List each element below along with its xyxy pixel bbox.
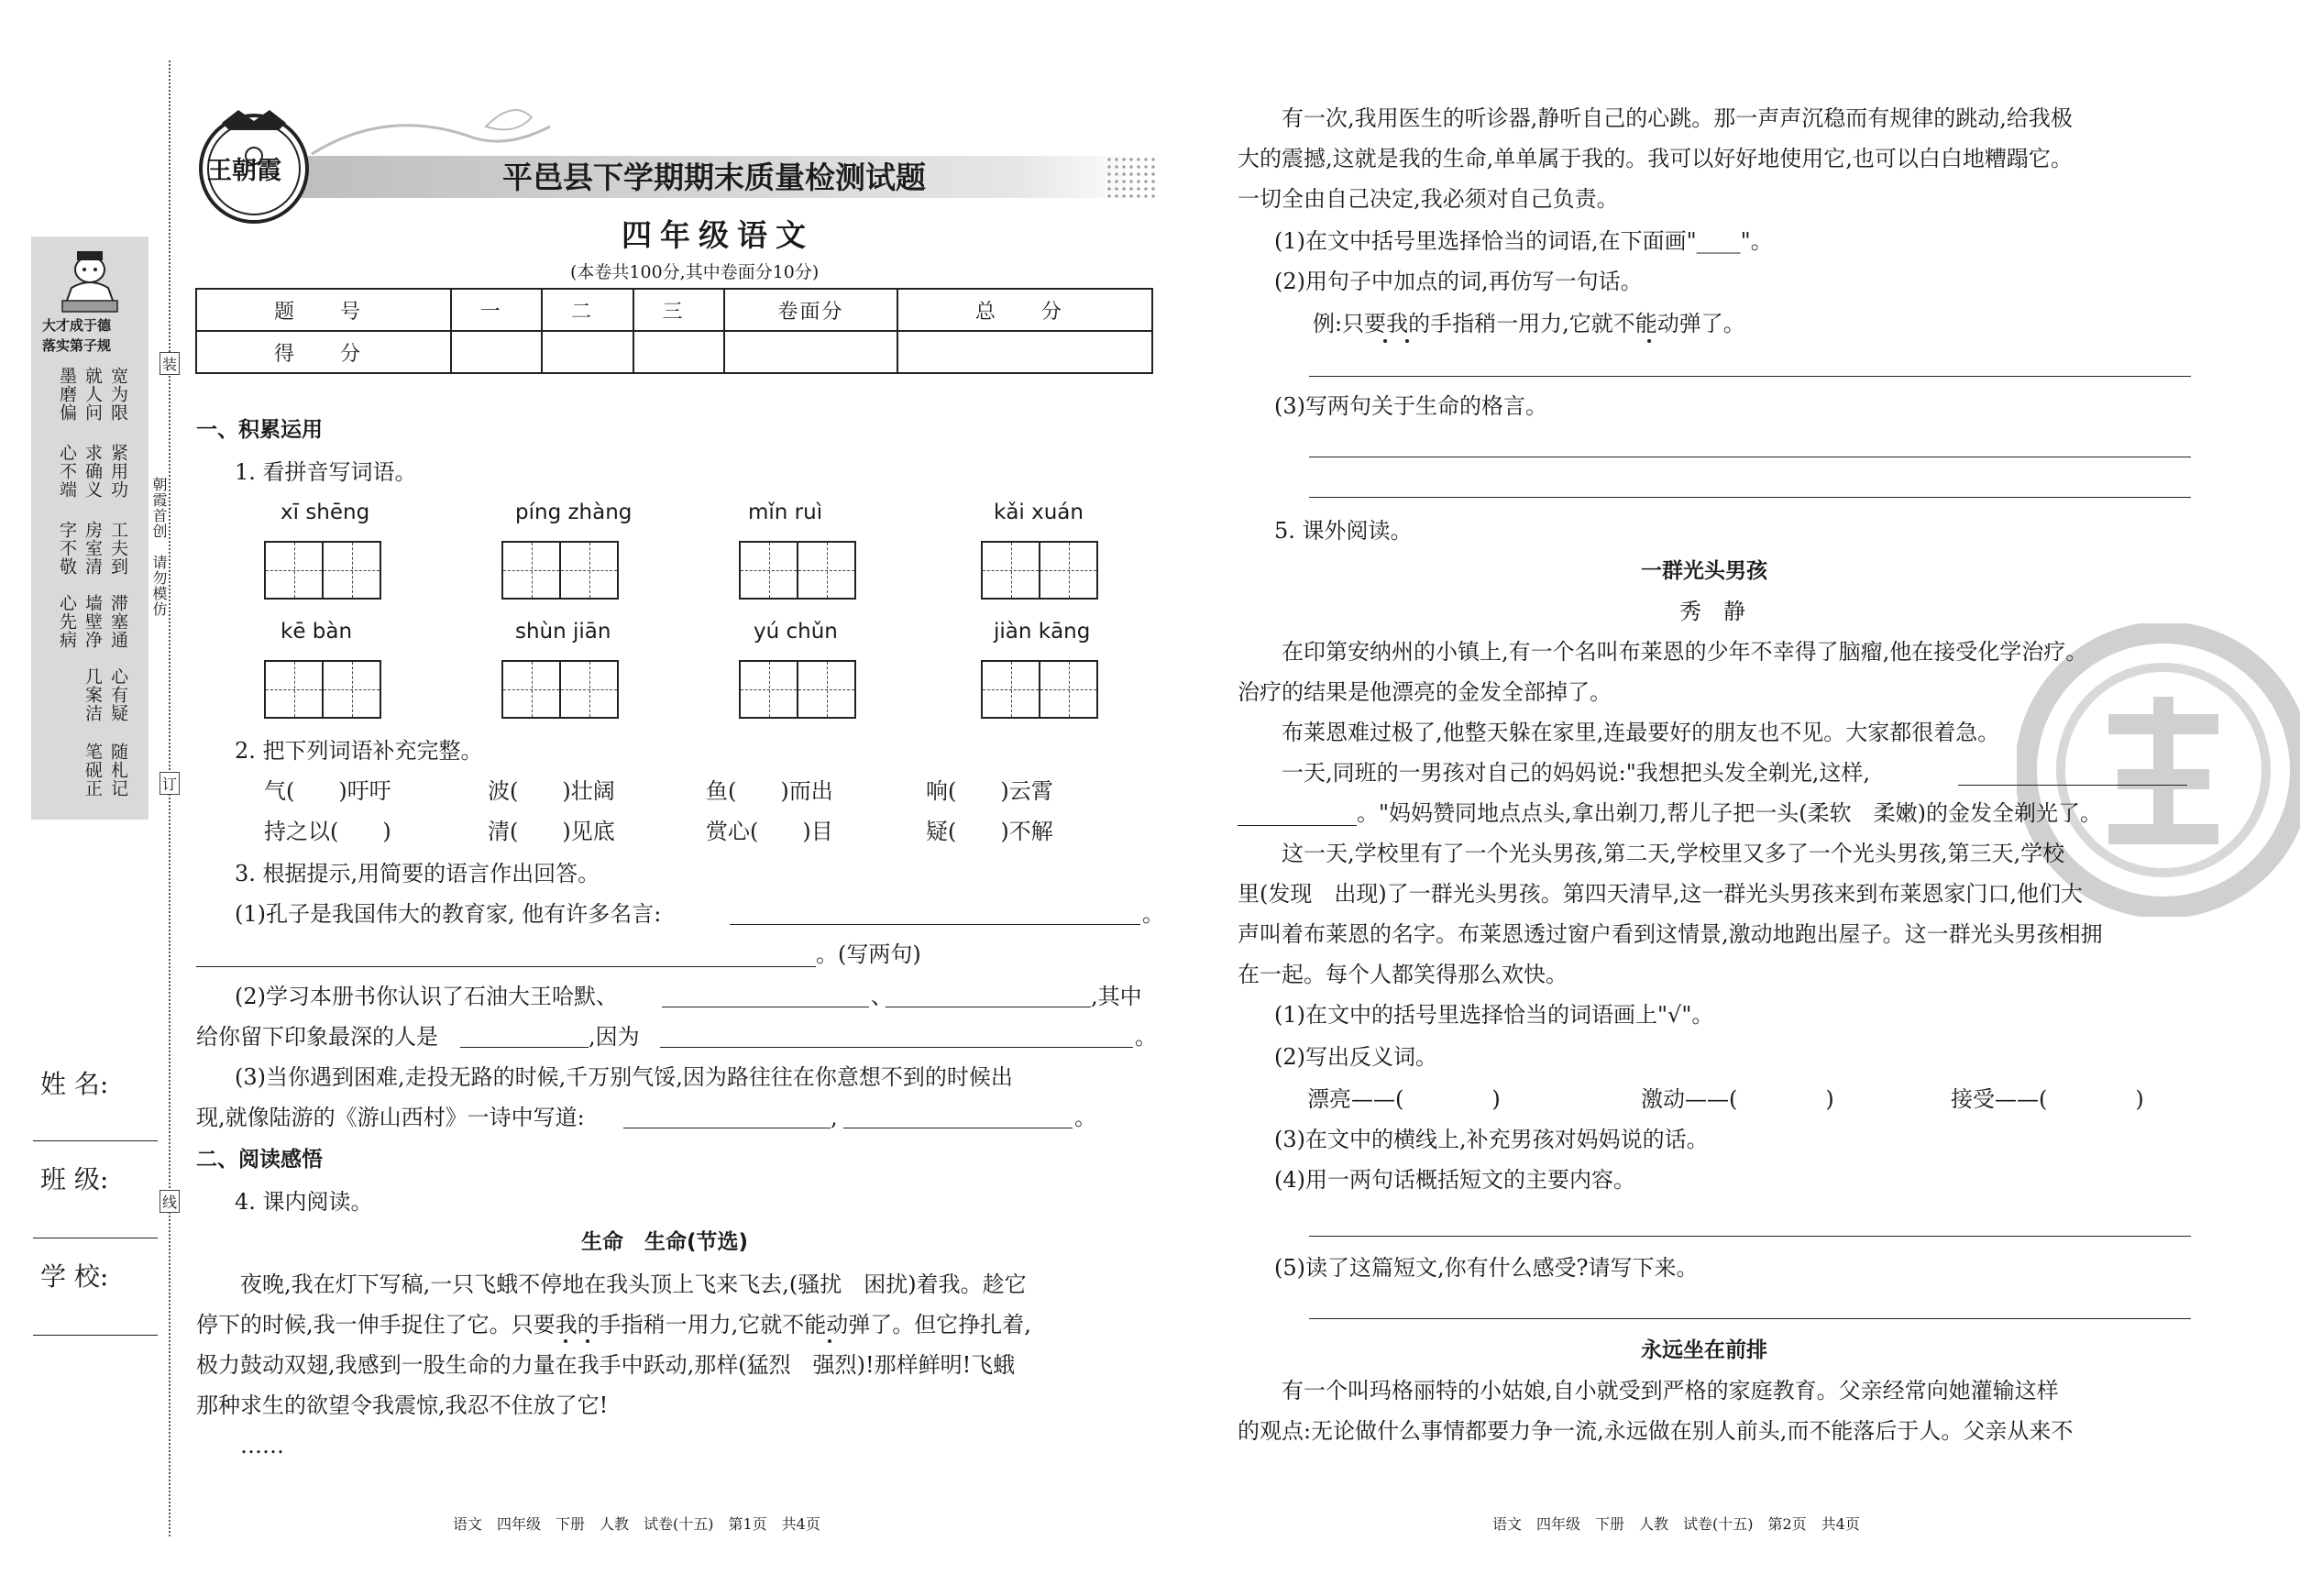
cut-mark: 线 [160, 1190, 180, 1213]
answer-line[interactable] [730, 924, 1140, 925]
writing-grid[interactable] [739, 541, 856, 600]
writing-grid[interactable] [264, 541, 381, 600]
q3-2b-mid: ,因为 [589, 1024, 640, 1050]
answer-line[interactable] [660, 1047, 1133, 1048]
antonym-item[interactable]: 接受——( ) [1951, 1086, 2144, 1112]
score-cell: 得 分 [196, 331, 451, 373]
q5-1-text: (1)在文中的括号里选择恰当的词语画上"√"。 [1274, 1002, 1714, 1028]
section2-title: 二、阅读感悟 [196, 1148, 323, 1172]
passage-line: 一切全由自己决定,我必须对自己负责。 [1238, 186, 1619, 212]
passage2-title: 一群光头男孩 [1641, 559, 1767, 583]
passage-line: 声叫着布莱恩的名字。布莱恩透过窗户看到这情景,激动地跑出屋子。这一群光头男孩相拥 [1238, 921, 2103, 947]
writing-grid[interactable] [501, 541, 619, 600]
pinyin: mǐn ruì [748, 501, 823, 524]
passage-line: 在印第安纳州的小镇上,有一个名叫布莱恩的少年不幸得了脑瘤,他在接受化学治疗。 [1238, 639, 2088, 665]
fill-item[interactable]: 持之以( ) [264, 819, 391, 844]
motto-line-1: 大才成于德 [42, 317, 112, 334]
motto-column: 随札记 [108, 743, 128, 798]
fill-item[interactable]: 响( )云霄 [926, 778, 1053, 804]
emphasis-dot [1383, 339, 1387, 343]
binding-line [169, 61, 171, 1536]
pinyin: kē bàn [281, 620, 353, 644]
emphasis-dot [586, 1339, 589, 1343]
score-input[interactable] [724, 331, 897, 373]
motto-column: 心有疑 [108, 667, 128, 722]
pinyin: jiàn kāng [994, 620, 1091, 644]
score-input[interactable] [633, 331, 724, 373]
passage-line: 一天,同班的一男孩对自己的妈妈说:"我想把头发全剃光,这样, [1238, 760, 1871, 786]
passage-line: 。"妈妈赞同地点点头,拿出剃刀,帮儿子把一头(柔软 柔嫩)的金发全剃光了。 [1357, 800, 2103, 826]
q4-text: 4. 课内阅读。 [235, 1189, 373, 1215]
comma: , [831, 1105, 838, 1130]
writing-grid[interactable] [981, 541, 1098, 600]
answer-line[interactable] [196, 966, 816, 967]
q5-4-text: (4)用一两句话概括短文的主要内容。 [1274, 1167, 1635, 1193]
motto-column: 几案洁 [83, 667, 103, 722]
period: 。 [1074, 1105, 1096, 1130]
cut-mark: 订 [160, 772, 180, 795]
motto-column: 墙壁净 [83, 594, 103, 649]
motto-column: 就人问 [83, 367, 103, 422]
score-input[interactable] [451, 331, 542, 373]
fill-item[interactable]: 清( )见底 [488, 819, 615, 844]
antonym-item[interactable]: 激动——( ) [1641, 1086, 1834, 1112]
scholar-illustration [46, 244, 134, 317]
q3-text: 3. 根据提示,用简要的语言作出回答。 [235, 861, 600, 886]
answer-line[interactable] [1309, 1318, 2191, 1319]
exam-title: 平邑县下学期期末质量检测试题 [502, 160, 926, 195]
page-footer: 语文 四年级 下册 人教 试卷(十五) 第2页 共4页 [1492, 1515, 1860, 1533]
passage-line: 这一天,学校里有了一个光头男孩,第二天,学校里又多了一个光头男孩,第三天,学校 [1238, 841, 2065, 866]
fill-item[interactable]: 疑( )不解 [926, 819, 1053, 844]
pinyin: shùn jiān [515, 620, 611, 644]
answer-line[interactable] [1238, 825, 1357, 826]
q3-3b-text: 现,就像陆游的《游山西村》一诗中写道: [196, 1105, 585, 1130]
passage-line: 夜晚,我在灯下写稿,一只飞蛾不停地在我头顶上飞来飞去,(骚扰 困扰)着我。趁它 [196, 1271, 1027, 1297]
motto-column: 笔砚正 [83, 743, 103, 798]
writing-grid[interactable] [264, 660, 381, 719]
passage-line: 极力鼓动双翅,我感到一股生命的力量在我手中跃动,那样(猛烈 强烈)!那样鲜明!飞蛾 [196, 1352, 1016, 1378]
motto-column: 滞塞通 [108, 594, 128, 649]
q3-2-tail: ,其中 [1091, 984, 1142, 1009]
score-cell: 卷面分 [724, 289, 897, 331]
passage-line: 有一个叫玛格丽特的小姑娘,自小就受到严格的家庭教育。父亲经常向她灌输这样 [1238, 1378, 2059, 1403]
passage-line: 在一起。每个人都笑得那么欢快。 [1238, 962, 1568, 987]
motto-column: 墨磨偏 [57, 367, 77, 422]
passage-line: 那种求生的欲望令我震惊,我忍不住放了它! [196, 1392, 609, 1418]
score-input[interactable] [897, 331, 1152, 373]
passage-line: 布莱恩难过极了,他整天躲在家里,连最要好的朋友也不见。大家都很着急。 [1238, 720, 2000, 745]
answer-line[interactable] [1309, 376, 2191, 377]
score-cell: 题 号 [196, 289, 451, 331]
q3-2b-text: 给你留下印象最深的人是 [196, 1024, 438, 1050]
antonym-item[interactable]: 漂亮——( ) [1307, 1086, 1501, 1112]
passage-line: 有一次,我用医生的听诊器,静听自己的心跳。那一声声沉稳而有规律的跳动,给我极 [1238, 105, 2073, 131]
answer-line[interactable] [1309, 497, 2191, 498]
subject-title: 四年级语文 [622, 217, 814, 253]
school-label: 学 校: [40, 1261, 109, 1292]
answer-line[interactable] [460, 1047, 589, 1048]
logo-text: 王朝霞 [207, 157, 281, 185]
motto-column: 宽为限 [108, 367, 128, 422]
passage1-title: 生命 生命(节选) [581, 1230, 749, 1254]
passage-line: …… [196, 1433, 284, 1458]
period: 。 [1135, 1024, 1157, 1050]
motto-column: 工夫到 [108, 521, 128, 576]
score-cell: 二 [542, 289, 633, 331]
fill-item[interactable]: 鱼( )而出 [706, 778, 833, 804]
passage-line: 里(发现 出现)了一群光头男孩。第四天清早,这一群光头男孩来到布莱恩家门口,他们大 [1238, 881, 2083, 907]
school-field[interactable] [33, 1335, 158, 1336]
page-footer: 语文 四年级 下册 人教 试卷(十五) 第1页 共4页 [453, 1515, 820, 1533]
dot-pattern [1106, 156, 1157, 198]
fill-item[interactable]: 气( )吁吁 [264, 778, 391, 804]
passage3-title: 永远坐在前排 [1641, 1338, 1767, 1362]
section1-title: 一、积累运用 [196, 418, 323, 442]
score-cell: 三 [633, 289, 724, 331]
fill-item[interactable]: 波( )壮阔 [488, 778, 615, 804]
writing-grid[interactable] [739, 660, 856, 719]
ribbon-decoration [303, 99, 559, 163]
q4-1-text: (1)在文中括号里选择恰当的词语,在下面画"____"。 [1274, 228, 1773, 254]
emphasis-dot [1647, 339, 1651, 343]
passage-line: 停下的时候,我一伸手捉住了它。只要我的手指稍一用力,它就不能动弹了。但它挣扎着, [196, 1312, 1031, 1337]
motto-column: 紧用功 [108, 444, 128, 499]
motto-line-2: 落实第子规 [42, 337, 112, 354]
fill-item[interactable]: 赏心( )目 [706, 819, 833, 844]
q5-5-text: (5)读了这篇短文,你有什么感受?请写下来。 [1274, 1255, 1699, 1281]
passage-line: 大的震撼,这就是我的生命,单单属于我的。我可以好好地使用它,也可以白白地糟蹋它。 [1238, 146, 2073, 171]
answer-line[interactable] [1309, 1236, 2191, 1237]
motto-column: 心不端 [57, 444, 77, 499]
score-cell: 一 [451, 289, 542, 331]
cut-mark: 装 [160, 352, 180, 375]
passage-line: 的观点:无论做什么事情都要力争一流,永远做在别人前头,而不能落后于人。父亲从来不 [1238, 1418, 2074, 1444]
motto-column: 字不敬 [57, 521, 77, 576]
answer-line[interactable] [1958, 785, 2187, 786]
name-field[interactable] [33, 1140, 158, 1141]
q3-1-end: 。(写两句) [816, 941, 921, 967]
pinyin: píng zhàng [515, 501, 633, 524]
q4-2-text: (2)用句子中加点的词,再仿写一句话。 [1274, 269, 1643, 294]
name-label: 姓 名: [40, 1069, 109, 1099]
q3-3-text: (3)当你遇到困难,走投无路的时候,千万别气馁,因为路往往在你意想不到的时候出 [235, 1064, 1013, 1090]
score-note: (本卷共100分,其中卷面分10分) [570, 262, 820, 282]
class-label: 班 级: [40, 1164, 109, 1194]
score-table [195, 288, 1153, 374]
emphasis-dot [564, 1339, 567, 1343]
motto-column: 房室清 [83, 521, 103, 576]
writing-grid[interactable] [981, 660, 1098, 719]
q4-2-example: 例:只要我的手指稍一用力,它就不能动弹了。 [1313, 311, 1745, 336]
passage-line: 治疗的结果是他漂亮的金发全部掉了。 [1238, 679, 1612, 705]
period: 。 [1142, 901, 1164, 927]
watermark-seal [2017, 623, 2300, 917]
q5-2-text: (2)写出反义词。 [1274, 1044, 1437, 1070]
motto-column: 心先病 [57, 594, 77, 649]
copyright-note: 朝霞首创 请勿模仿 [150, 477, 168, 617]
emphasis-dot [828, 1339, 831, 1343]
q2-text: 2. 把下列词语补充完整。 [235, 738, 483, 764]
q5-text: 5. 课外阅读。 [1274, 518, 1413, 544]
pinyin: kǎi xuán [994, 501, 1084, 524]
q3-2-text: (2)学习本册书你认识了石油大王哈默、 [235, 984, 618, 1009]
score-input[interactable] [542, 331, 633, 373]
q5-3-text: (3)在文中的横线上,补充男孩对妈妈说的话。 [1274, 1127, 1709, 1152]
score-cell: 总 分 [897, 289, 1152, 331]
q4-3-text: (3)写两句关于生命的格言。 [1274, 393, 1547, 419]
writing-grid[interactable] [501, 660, 619, 719]
separator: 、 [871, 984, 893, 1009]
q1-text: 1. 看拼音写词语。 [235, 459, 417, 485]
pinyin: yú chǔn [754, 620, 838, 644]
emphasis-dot [1405, 339, 1409, 343]
motto-column: 求确义 [83, 444, 103, 499]
pinyin: xī shēng [281, 501, 370, 524]
passage2-author: 秀 静 [1679, 599, 1745, 624]
q3-1-text: (1)孔子是我国伟大的教育家, 他有许多名言: [235, 901, 662, 927]
